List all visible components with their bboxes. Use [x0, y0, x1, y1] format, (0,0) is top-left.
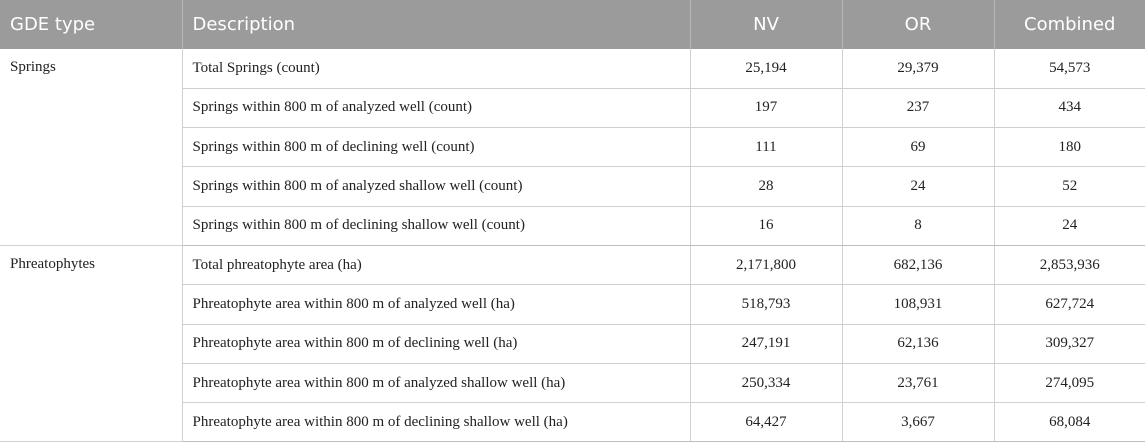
description-cell: Springs within 800 m of declining well (count)	[182, 128, 690, 167]
combined-cell: 54,573	[994, 49, 1145, 88]
description-cell: Springs within 800 m of analyzed well (count)	[182, 88, 690, 127]
table-body	[0, 49, 1145, 442]
header-description: Description	[182, 0, 690, 49]
combined-cell: 274,095	[994, 363, 1145, 402]
description-cell: Total phreatophyte area (ha)	[182, 245, 690, 284]
or-cell: 108,931	[842, 285, 994, 324]
description-cell: Phreatophyte area within 800 m of declining shallow well (ha)	[182, 403, 690, 442]
or-cell: 23,761	[842, 363, 994, 402]
description-cell: Phreatophyte area within 800 m of declining well (ha)	[182, 324, 690, 363]
or-cell: 237	[842, 88, 994, 127]
table-header	[0, 0, 1145, 49]
description-cell: Total Springs (count)	[182, 49, 690, 88]
description-cell: Springs within 800 m of analyzed shallow well (count)	[182, 167, 690, 206]
nv-cell: 28	[690, 167, 842, 206]
or-cell: 3,667	[842, 403, 994, 442]
description-cell: Springs within 800 m of declining shallow well (count)	[182, 206, 690, 245]
nv-cell: 111	[690, 128, 842, 167]
combined-cell: 180	[994, 128, 1145, 167]
nv-cell: 197	[690, 88, 842, 127]
description-cell: Phreatophyte area within 800 m of analyzed well (ha)	[182, 285, 690, 324]
combined-cell: 434	[994, 88, 1145, 127]
combined-cell: 24	[994, 206, 1145, 245]
combined-cell: 68,084	[994, 403, 1145, 442]
table-row	[0, 49, 1145, 88]
header-combined: Combined	[994, 0, 1145, 49]
combined-cell: 309,327	[994, 324, 1145, 363]
nv-cell: 518,793	[690, 285, 842, 324]
or-cell: 69	[842, 128, 994, 167]
or-cell: 24	[842, 167, 994, 206]
table-row	[0, 245, 1145, 284]
nv-cell: 64,427	[690, 403, 842, 442]
header-row	[0, 0, 1145, 49]
nv-cell: 16	[690, 206, 842, 245]
nv-cell: 250,334	[690, 363, 842, 402]
description-cell: Phreatophyte area within 800 m of analyzed shallow well (ha)	[182, 363, 690, 402]
header-gde-type: GDE type	[0, 0, 182, 49]
or-cell: 8	[842, 206, 994, 245]
or-cell: 682,136	[842, 245, 994, 284]
or-cell: 29,379	[842, 49, 994, 88]
header-or: OR	[842, 0, 994, 49]
combined-cell: 2,853,936	[994, 245, 1145, 284]
header-nv: NV	[690, 0, 842, 49]
gde-type-cell-phreatophytes: Phreatophytes	[0, 245, 182, 441]
combined-cell: 52	[994, 167, 1145, 206]
or-cell: 62,136	[842, 324, 994, 363]
nv-cell: 2,171,800	[690, 245, 842, 284]
nv-cell: 25,194	[690, 49, 842, 88]
nv-cell: 247,191	[690, 324, 842, 363]
combined-cell: 627,724	[994, 285, 1145, 324]
gde-type-cell-springs: Springs	[0, 49, 182, 245]
